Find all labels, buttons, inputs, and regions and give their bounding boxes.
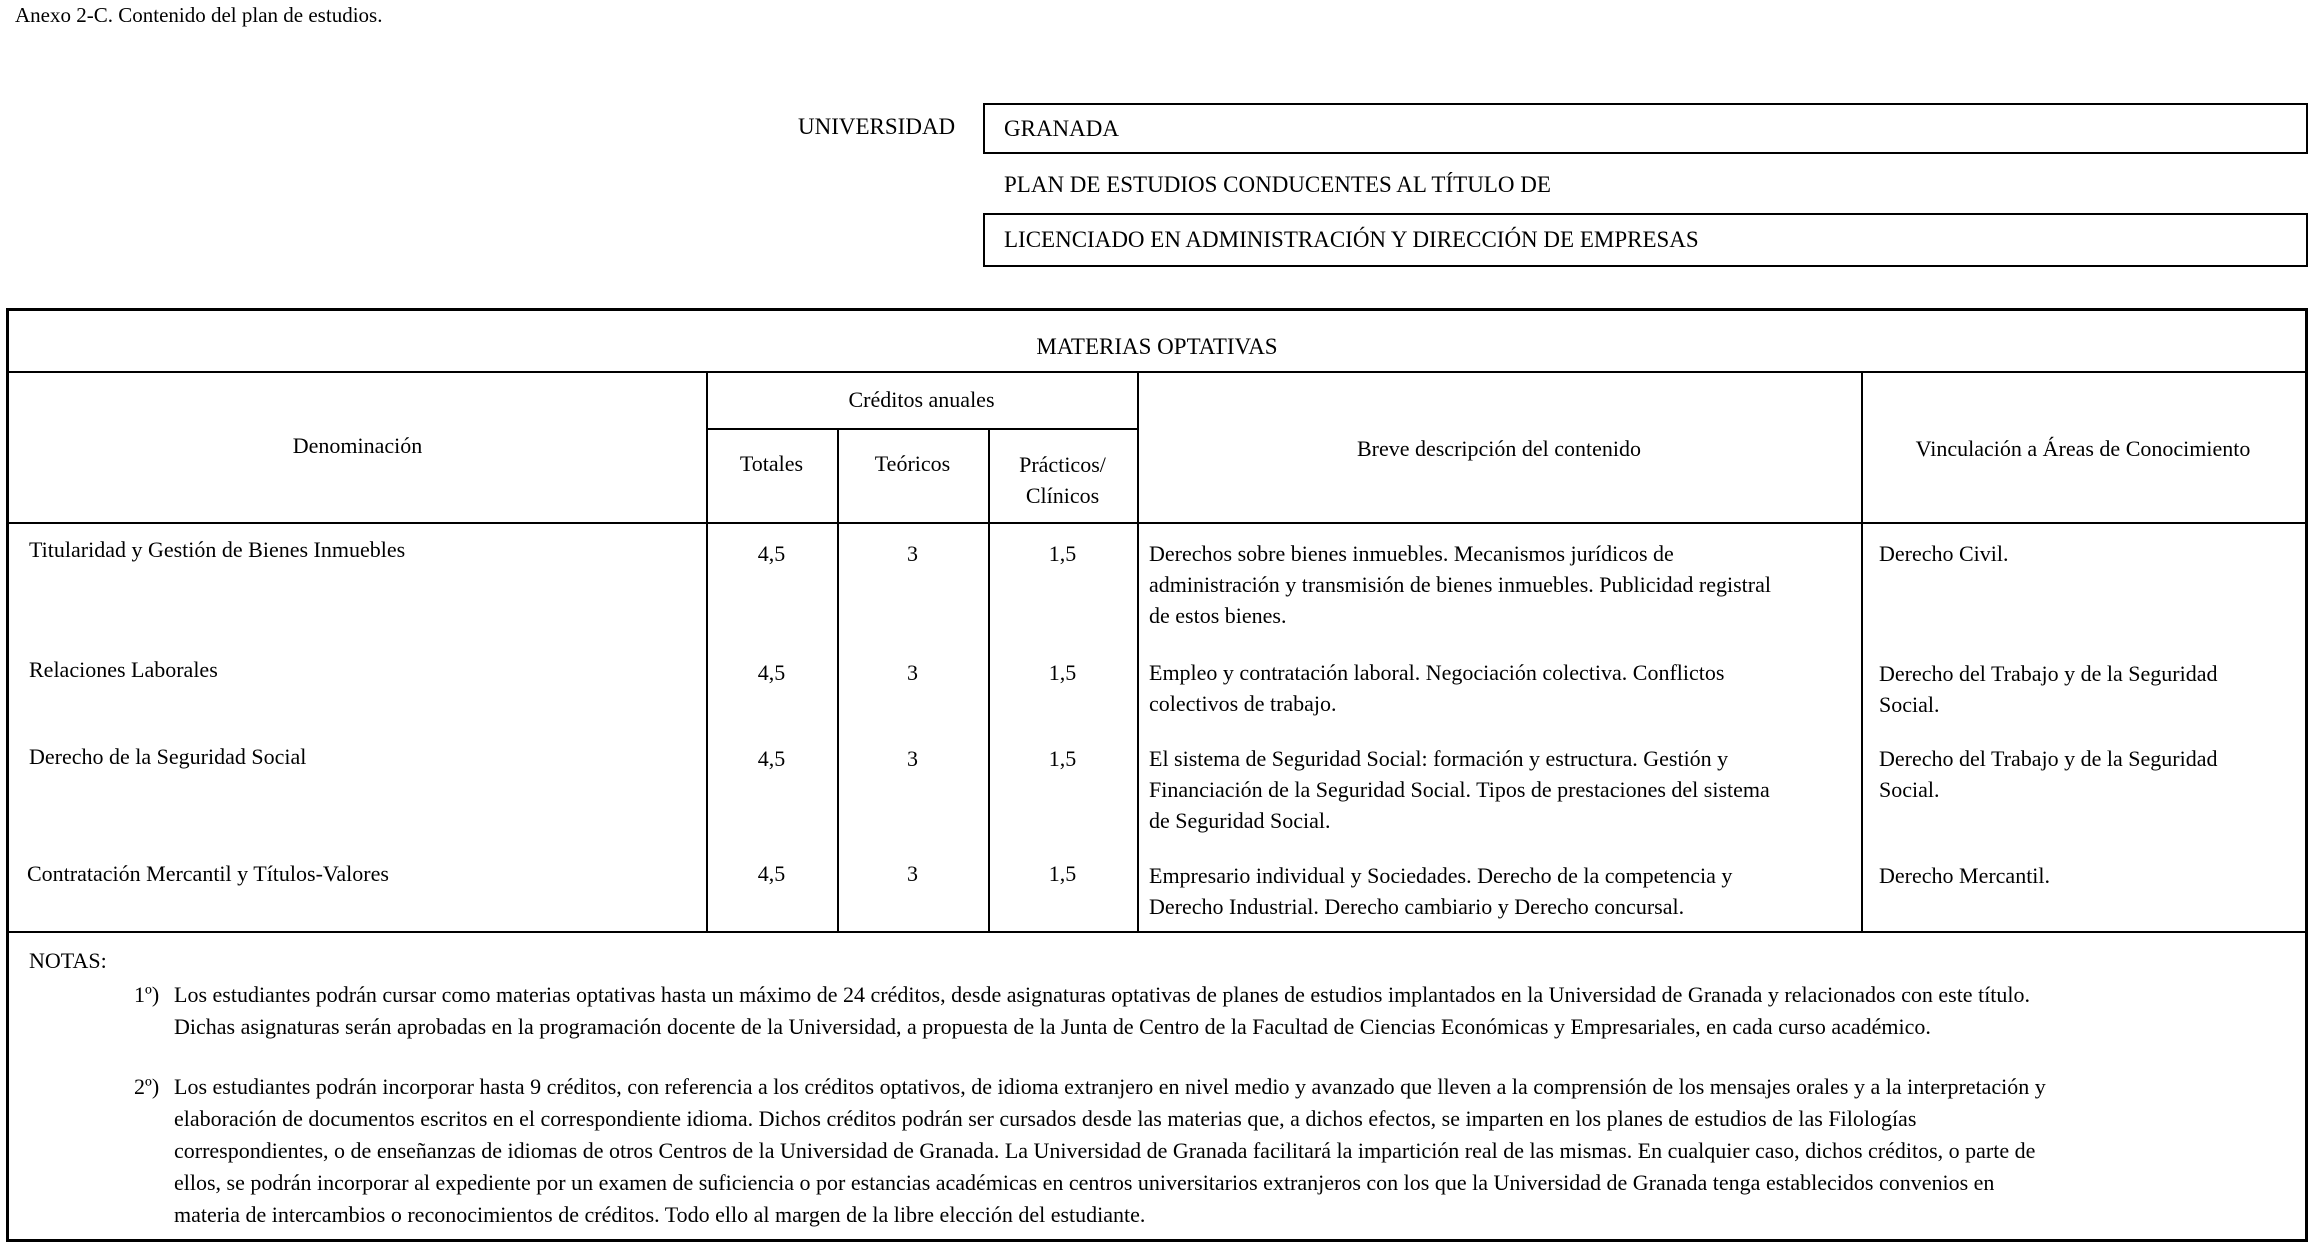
note-line: correspondientes, o de enseñanzas de idiomas de otros Centros de la Universidad de Granada. La Universidad de Granada facilitará la impartición real de las mismas. En cualquier caso, dichos créditos, o parte de: [174, 1138, 2036, 1163]
row-3-practicos: 1,5: [1048, 746, 1077, 771]
header-denominacion: Denominación: [292, 433, 423, 458]
row-4-desc-line: Empresario individual y Sociedades. Derecho de la competencia y: [1149, 863, 1733, 888]
row-2-area-line: Social.: [1879, 692, 1940, 717]
header-practicos: [988, 449, 1137, 511]
note-line: ellos, se podrán incorporar al expediente por un examen de suficiencia o por estancias académicas en centros universitarios extranjeros con los que la Universidad de Granada tenga establecidos convenios en: [174, 1170, 1995, 1195]
header-practicos-line1: Prácticos/: [1019, 452, 1106, 477]
row-2-teoricos: 3: [907, 660, 918, 685]
optional-subjects-table: [6, 308, 2308, 1242]
note-line: materia de intercambios o reconocimientos de créditos. Todo ello al margen de la libre elección del estudiante.: [174, 1202, 1146, 1227]
note-1-number: 1º): [134, 982, 160, 1007]
row-4-area: [1879, 860, 2050, 891]
row-2-name: Relaciones Laborales: [29, 657, 218, 682]
row-2-totales: 4,5: [757, 660, 786, 685]
row-2-desc-line: colectivos de trabajo.: [1149, 691, 1337, 716]
row-3-desc-line: El sistema de Seguridad Social: formación y estructura. Gestión y: [1149, 746, 1729, 771]
row-3-desc: [1149, 743, 1770, 836]
row-1-teoricos: 3: [907, 541, 918, 566]
row-1-desc: [1149, 538, 1771, 631]
row-4-desc: [1149, 860, 1732, 922]
header-descripcion: Breve descripción del contenido: [1356, 436, 1642, 461]
university-name-box: [983, 103, 2308, 154]
row-3-desc-line: Financiación de la Seguridad Social. Tipos de prestaciones del sistema: [1149, 777, 1770, 802]
header-teoricos: Teóricos: [874, 451, 951, 476]
row-3-area-line: Social.: [1879, 777, 1940, 802]
header-vinculacion: Vinculación a Áreas de Conocimiento: [1915, 436, 2251, 461]
row-3-teoricos: 3: [907, 746, 918, 771]
row-2-area-line: Derecho del Trabajo y de la Seguridad: [1879, 661, 2218, 686]
header-practicos-line2: Clínicos: [1025, 483, 1100, 508]
note-2-text: [174, 1071, 2284, 1231]
divider: [9, 371, 2305, 373]
row-3-name: Derecho de la Seguridad Social: [29, 744, 307, 769]
row-1-desc-line: administración y transmisión de bienes inmuebles. Publicidad registral: [1149, 572, 1771, 597]
row-2-area: [1879, 658, 2217, 720]
row-4-practicos: 1,5: [1048, 861, 1077, 886]
divider: [9, 931, 2305, 933]
row-2-desc-line: Empleo y contratación laboral. Negociación colectiva. Conflictos: [1149, 660, 1725, 685]
university-name: GRANADA: [1004, 115, 1119, 141]
row-4-totales: 4,5: [757, 861, 786, 886]
row-2-desc: [1149, 657, 1724, 719]
row-3-area: [1879, 743, 2217, 805]
university-label: UNIVERSIDAD: [798, 114, 956, 139]
row-1-area: [1879, 538, 2009, 569]
row-4-name: Contratación Mercantil y Títulos-Valores: [27, 861, 389, 886]
note-line: elaboración de documentos escritos en el correspondiente idioma. Dichos créditos podrán ser cursados desde las materias que, a dichos efectos, se imparten en los planes de estudios de las Filologías: [174, 1106, 1917, 1131]
note-line: Los estudiantes podrán cursar como materias optativas hasta un máximo de 24 créditos, desde asignaturas optativas de planes de estudios implantados en la Universidad de Granada y relacionados con este título.: [174, 982, 2031, 1007]
note-line: Los estudiantes podrán incorporar hasta 9 créditos, con referencia a los créditos optativos, de idioma extranjero en nivel medio y avanzado que lleven a la comprensión de los mensajes orales y a la interpretación y: [174, 1074, 2046, 1099]
row-4-teoricos: 3: [907, 861, 918, 886]
row-3-desc-line: de Seguridad Social.: [1149, 808, 1331, 833]
note-1-text: [174, 979, 2284, 1043]
degree-box: [983, 213, 2308, 267]
row-4-desc-line: Derecho Industrial. Derecho cambiario y Derecho concursal.: [1149, 894, 1685, 919]
row-1-name: Titularidad y Gestión de Bienes Inmuebles: [29, 537, 406, 562]
row-1-area-line: Derecho Civil.: [1879, 541, 2009, 566]
divider: [706, 428, 1139, 430]
annex-title: Anexo 2-C. Contenido del plan de estudios.: [15, 3, 383, 27]
row-1-practicos: 1,5: [1048, 541, 1077, 566]
plan-label: PLAN DE ESTUDIOS CONDUCENTES AL TÍTULO DE: [1004, 172, 1551, 197]
note-line: Dichas asignaturas serán aprobadas en la programación docente de la Universidad, a propuesta de la Junta de Centro de la Facultad de Ciencias Económicas y Empresariales, en cada curso académico.: [174, 1014, 1931, 1039]
header-creditos: Créditos anuales: [848, 387, 995, 412]
divider: [9, 522, 2305, 524]
row-2-practicos: 1,5: [1048, 660, 1077, 685]
row-3-area-line: Derecho del Trabajo y de la Seguridad: [1879, 746, 2218, 771]
note-2-number: 2º): [134, 1074, 160, 1099]
header-totales: Totales: [739, 451, 804, 476]
row-3-totales: 4,5: [757, 746, 786, 771]
row-1-desc-line: de estos bienes.: [1149, 603, 1287, 628]
row-1-totales: 4,5: [757, 541, 786, 566]
notes-heading: NOTAS:: [29, 948, 107, 973]
degree-name: LICENCIADO EN ADMINISTRACIÓN Y DIRECCIÓN DE EMPRESAS: [1004, 227, 1699, 252]
table-title: MATERIAS OPTATIVAS: [1036, 334, 1278, 359]
row-4-area-line: Derecho Mercantil.: [1879, 863, 2051, 888]
row-1-desc-line: Derechos sobre bienes inmuebles. Mecanismos jurídicos de: [1149, 541, 1674, 566]
